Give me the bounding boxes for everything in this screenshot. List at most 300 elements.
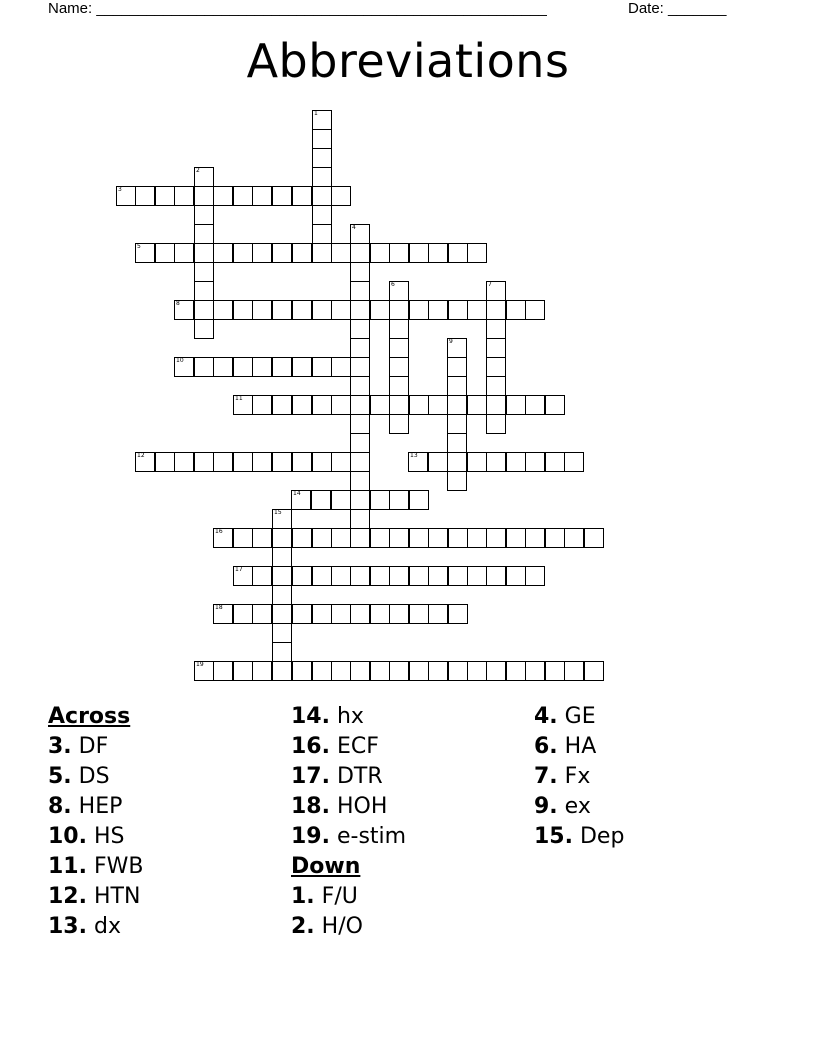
clue-item bbox=[48, 912, 143, 942]
crossword-cell[interactable] bbox=[409, 661, 429, 681]
crossword-cell[interactable] bbox=[312, 129, 332, 149]
crossword-cell[interactable] bbox=[292, 661, 312, 681]
crossword-cell[interactable] bbox=[213, 452, 233, 472]
crossword-cell[interactable] bbox=[370, 566, 390, 586]
clue-item bbox=[291, 762, 406, 792]
crossword-cell[interactable] bbox=[545, 528, 565, 548]
crossword-cell[interactable] bbox=[428, 566, 448, 586]
crossword-cell[interactable] bbox=[311, 490, 331, 510]
clue-number: 11 bbox=[235, 395, 243, 402]
crossword-cell[interactable] bbox=[312, 528, 332, 548]
crossword-cell[interactable] bbox=[213, 661, 233, 681]
crossword-cell[interactable] bbox=[584, 528, 604, 548]
crossword-cell[interactable] bbox=[389, 490, 409, 510]
crossword-cell[interactable] bbox=[291, 490, 311, 510]
clue-item bbox=[534, 792, 624, 822]
clue-item bbox=[534, 822, 624, 852]
clue-text: HTN bbox=[86, 884, 141, 909]
clue-text: Fx bbox=[557, 764, 591, 789]
clue-item bbox=[291, 912, 406, 942]
crossword-cell[interactable] bbox=[312, 224, 332, 244]
crossword-cell[interactable] bbox=[486, 338, 506, 358]
clue-text: F/U bbox=[314, 884, 358, 909]
crossword-cell[interactable] bbox=[292, 528, 312, 548]
crossword-cell[interactable] bbox=[194, 262, 214, 282]
down-heading: Down bbox=[291, 854, 361, 879]
crossword-cell[interactable] bbox=[233, 300, 253, 320]
clue-text: Dep bbox=[572, 824, 625, 849]
crossword-cell[interactable] bbox=[486, 281, 506, 301]
crossword-cell[interactable] bbox=[312, 243, 332, 263]
crossword-cell[interactable] bbox=[350, 566, 370, 586]
clue-text: e-stim bbox=[329, 824, 407, 849]
crossword-cell[interactable] bbox=[331, 528, 351, 548]
crossword-cell[interactable] bbox=[331, 300, 351, 320]
crossword-cell[interactable] bbox=[370, 661, 390, 681]
across-heading: Across bbox=[48, 704, 131, 729]
crossword-cell[interactable] bbox=[213, 186, 233, 206]
down-clues-list bbox=[291, 882, 406, 942]
crossword-cell[interactable] bbox=[506, 395, 526, 415]
crossword-cell[interactable] bbox=[252, 604, 272, 624]
clue-number-label: 14. bbox=[291, 704, 330, 729]
crossword-cell[interactable] bbox=[292, 186, 312, 206]
crossword-cell[interactable] bbox=[135, 243, 155, 263]
crossword-cell[interactable] bbox=[447, 395, 467, 415]
crossword-cell[interactable] bbox=[272, 528, 292, 548]
crossword-cell[interactable] bbox=[292, 395, 312, 415]
crossword-cell[interactable] bbox=[486, 395, 506, 415]
crossword-cell[interactable] bbox=[448, 528, 468, 548]
crossword-cell[interactable] bbox=[252, 661, 272, 681]
clue-number: 17 bbox=[235, 566, 243, 573]
crossword-cell[interactable] bbox=[389, 528, 409, 548]
crossword-cell[interactable] bbox=[428, 604, 448, 624]
crossword-cell[interactable] bbox=[292, 300, 312, 320]
crossword-cell[interactable] bbox=[292, 452, 312, 472]
clue-number-label: 3. bbox=[48, 734, 72, 759]
crossword-cell[interactable] bbox=[370, 395, 390, 415]
crossword-cell[interactable] bbox=[233, 604, 253, 624]
clue-text: hx bbox=[329, 704, 364, 729]
crossword-cell[interactable] bbox=[272, 186, 292, 206]
crossword-cell[interactable] bbox=[467, 243, 487, 263]
crossword-cell[interactable] bbox=[389, 357, 409, 377]
crossword-cell[interactable] bbox=[194, 452, 214, 472]
crossword-cell[interactable] bbox=[252, 186, 272, 206]
crossword-cell[interactable] bbox=[252, 452, 272, 472]
crossword-cell[interactable] bbox=[350, 281, 370, 301]
crossword-cell[interactable] bbox=[174, 186, 194, 206]
clue-number-label: 12. bbox=[48, 884, 87, 909]
crossword-cell[interactable] bbox=[312, 148, 332, 168]
clue-text: GE bbox=[557, 704, 596, 729]
crossword-cell[interactable] bbox=[350, 509, 370, 529]
clue-number-label: 18. bbox=[291, 794, 330, 819]
crossword-cell[interactable] bbox=[272, 642, 292, 662]
clue-column-3 bbox=[534, 702, 624, 852]
crossword-cell[interactable] bbox=[389, 604, 409, 624]
crossword-cell[interactable] bbox=[292, 604, 312, 624]
crossword-cell[interactable] bbox=[252, 566, 272, 586]
crossword-cell[interactable] bbox=[467, 661, 487, 681]
crossword-cell[interactable] bbox=[331, 661, 351, 681]
crossword-cell[interactable] bbox=[447, 471, 467, 491]
crossword-cell[interactable] bbox=[486, 661, 506, 681]
crossword-cell[interactable] bbox=[409, 566, 429, 586]
crossword-cell[interactable] bbox=[409, 604, 429, 624]
crossword-cell[interactable] bbox=[194, 167, 214, 187]
clue-item bbox=[534, 702, 624, 732]
crossword-cell[interactable] bbox=[272, 243, 292, 263]
clue-item bbox=[291, 732, 406, 762]
crossword-cell[interactable] bbox=[525, 528, 545, 548]
crossword-cell[interactable] bbox=[312, 205, 332, 225]
crossword-cell[interactable] bbox=[233, 243, 253, 263]
crossword-cell[interactable] bbox=[564, 661, 584, 681]
crossword-cell[interactable] bbox=[272, 452, 292, 472]
crossword-cell[interactable] bbox=[350, 243, 370, 263]
down-clues-list-continued bbox=[534, 702, 624, 852]
crossword-cell[interactable] bbox=[312, 167, 332, 187]
crossword-cell[interactable] bbox=[447, 433, 467, 453]
crossword-cell[interactable] bbox=[312, 186, 332, 206]
crossword-cell[interactable] bbox=[272, 509, 292, 529]
crossword-cell[interactable] bbox=[428, 528, 448, 548]
clue-text: HA bbox=[557, 734, 597, 759]
clue-column-2 bbox=[291, 702, 406, 942]
crossword-cell[interactable] bbox=[389, 300, 409, 320]
crossword-cell[interactable] bbox=[292, 243, 312, 263]
crossword-cell[interactable] bbox=[331, 490, 351, 510]
crossword-cell[interactable] bbox=[448, 243, 468, 263]
crossword-cell[interactable] bbox=[272, 623, 292, 643]
crossword-cell[interactable] bbox=[448, 604, 468, 624]
clue-column-1 bbox=[48, 702, 143, 942]
crossword-cell[interactable] bbox=[350, 433, 370, 453]
crossword-cell[interactable] bbox=[525, 300, 545, 320]
clue-item bbox=[291, 882, 406, 912]
crossword-cell[interactable] bbox=[194, 300, 214, 320]
crossword-cell[interactable] bbox=[194, 661, 214, 681]
clue-number-label: 5. bbox=[48, 764, 72, 789]
clue-number: 6 bbox=[391, 281, 395, 288]
crossword-cell[interactable] bbox=[506, 566, 526, 586]
crossword-cell[interactable] bbox=[428, 300, 448, 320]
crossword-cell[interactable] bbox=[506, 661, 526, 681]
crossword-cell[interactable] bbox=[155, 243, 175, 263]
crossword-cell[interactable] bbox=[350, 452, 370, 472]
crossword-cell[interactable] bbox=[194, 319, 214, 339]
crossword-cell[interactable] bbox=[486, 357, 506, 377]
crossword-cell[interactable] bbox=[486, 452, 506, 472]
crossword-cell[interactable] bbox=[545, 661, 565, 681]
clue-number: 18 bbox=[215, 604, 223, 611]
crossword-cell[interactable] bbox=[370, 300, 390, 320]
crossword-cell[interactable] bbox=[312, 566, 332, 586]
crossword-cell[interactable] bbox=[252, 243, 272, 263]
clue-number: 12 bbox=[137, 452, 145, 459]
crossword-cell[interactable] bbox=[272, 300, 292, 320]
clue-number-label: 11. bbox=[48, 854, 87, 879]
crossword-cell[interactable] bbox=[525, 661, 545, 681]
crossword-cell[interactable] bbox=[155, 452, 175, 472]
clue-text: ex bbox=[557, 794, 591, 819]
crossword-cell[interactable] bbox=[467, 395, 487, 415]
crossword-cell[interactable] bbox=[486, 528, 506, 548]
crossword-cell[interactable] bbox=[389, 376, 409, 396]
crossword-cell[interactable] bbox=[448, 661, 468, 681]
crossword-cell[interactable] bbox=[135, 452, 155, 472]
crossword-cell[interactable] bbox=[370, 604, 390, 624]
crossword-cell[interactable] bbox=[213, 528, 233, 548]
crossword-cell[interactable] bbox=[174, 243, 194, 263]
clue-item bbox=[48, 882, 143, 912]
clue-text: H/O bbox=[314, 914, 363, 939]
clue-item bbox=[534, 732, 624, 762]
clue-text: DF bbox=[71, 734, 109, 759]
crossword-cell[interactable] bbox=[428, 452, 448, 472]
crossword-cell[interactable] bbox=[350, 319, 370, 339]
crossword-cell[interactable] bbox=[312, 604, 332, 624]
crossword-cell[interactable] bbox=[331, 452, 351, 472]
crossword-cell[interactable] bbox=[447, 452, 467, 472]
crossword-cell[interactable] bbox=[331, 395, 351, 415]
crossword-cell[interactable] bbox=[350, 262, 370, 282]
clue-item bbox=[48, 792, 143, 822]
crossword-cell[interactable] bbox=[370, 528, 390, 548]
clue-number: 10 bbox=[176, 357, 184, 364]
clue-number: 4 bbox=[352, 224, 356, 231]
crossword-cell[interactable] bbox=[506, 300, 526, 320]
clue-number: 19 bbox=[196, 661, 204, 668]
crossword-cell[interactable] bbox=[370, 243, 390, 263]
crossword-cell[interactable] bbox=[233, 528, 253, 548]
clue-number-label: 2. bbox=[291, 914, 315, 939]
crossword-cell[interactable] bbox=[174, 452, 194, 472]
crossword-cell[interactable] bbox=[409, 528, 429, 548]
crossword-cell[interactable] bbox=[194, 224, 214, 244]
clue-text: dx bbox=[86, 914, 121, 939]
crossword-cell[interactable] bbox=[389, 243, 409, 263]
name-label: Name: ______________________________________________________ bbox=[48, 0, 547, 17]
clue-item bbox=[48, 852, 143, 882]
crossword-cell[interactable] bbox=[292, 357, 312, 377]
crossword-cell[interactable] bbox=[409, 490, 429, 510]
crossword-cell[interactable] bbox=[213, 604, 233, 624]
clue-number-label: 16. bbox=[291, 734, 330, 759]
crossword-cell[interactable] bbox=[486, 300, 506, 320]
crossword-cell[interactable] bbox=[525, 566, 545, 586]
crossword-cell[interactable] bbox=[370, 490, 390, 510]
crossword-cell[interactable] bbox=[331, 566, 351, 586]
crossword-cell[interactable] bbox=[350, 604, 370, 624]
crossword-cell[interactable] bbox=[213, 243, 233, 263]
crossword-cell[interactable] bbox=[506, 452, 526, 472]
crossword-cell[interactable] bbox=[213, 357, 233, 377]
crossword-cell[interactable] bbox=[467, 300, 487, 320]
clue-number-label: 15. bbox=[534, 824, 573, 849]
crossword-cell[interactable] bbox=[409, 243, 429, 263]
clue-number: 13 bbox=[410, 452, 418, 459]
clue-number: 2 bbox=[196, 167, 200, 174]
clue-number-label: 9. bbox=[534, 794, 558, 819]
crossword-cell[interactable] bbox=[312, 110, 332, 130]
crossword-cell[interactable] bbox=[428, 243, 448, 263]
crossword-cell[interactable] bbox=[272, 547, 292, 567]
clue-number-label: 7. bbox=[534, 764, 558, 789]
crossword-cell[interactable] bbox=[467, 452, 487, 472]
crossword-cell[interactable] bbox=[331, 243, 351, 263]
crossword-cell[interactable] bbox=[116, 186, 136, 206]
crossword-cell[interactable] bbox=[272, 604, 292, 624]
crossword-cell[interactable] bbox=[350, 490, 370, 510]
crossword-cell[interactable] bbox=[350, 661, 370, 681]
crossword-cell[interactable] bbox=[525, 395, 545, 415]
clue-item bbox=[48, 822, 143, 852]
crossword-cell[interactable] bbox=[233, 566, 253, 586]
crossword-cell[interactable] bbox=[506, 528, 526, 548]
clue-text: HS bbox=[86, 824, 125, 849]
clue-text: HOH bbox=[329, 794, 388, 819]
crossword-cell[interactable] bbox=[174, 357, 194, 377]
crossword-cell[interactable] bbox=[312, 300, 332, 320]
crossword-cell[interactable] bbox=[350, 376, 370, 396]
crossword-cell[interactable] bbox=[350, 357, 370, 377]
crossword-cell[interactable] bbox=[252, 357, 272, 377]
crossword-cell[interactable] bbox=[331, 604, 351, 624]
crossword-cell[interactable] bbox=[389, 319, 409, 339]
crossword-cell[interactable] bbox=[389, 395, 409, 415]
crossword-cell[interactable] bbox=[233, 452, 253, 472]
clue-number: 15 bbox=[274, 509, 282, 516]
clue-item bbox=[534, 762, 624, 792]
crossword-cell[interactable] bbox=[213, 300, 233, 320]
crossword-cell[interactable] bbox=[292, 566, 312, 586]
clue-number: 9 bbox=[449, 338, 453, 345]
crossword-cell[interactable] bbox=[312, 395, 332, 415]
crossword-cell[interactable] bbox=[409, 300, 429, 320]
crossword-cell[interactable] bbox=[252, 300, 272, 320]
crossword-cell[interactable] bbox=[389, 661, 409, 681]
clue-number-label: 8. bbox=[48, 794, 72, 819]
crossword-cell[interactable] bbox=[194, 243, 214, 263]
clue-number-label: 1. bbox=[291, 884, 315, 909]
crossword-cell[interactable] bbox=[447, 376, 467, 396]
crossword-cell[interactable] bbox=[233, 357, 253, 377]
crossword-cell[interactable] bbox=[389, 414, 409, 434]
date-label: Date: _______ bbox=[628, 0, 727, 17]
clue-text: DTR bbox=[329, 764, 383, 789]
crossword-cell[interactable] bbox=[447, 414, 467, 434]
clue-number: 3 bbox=[118, 186, 122, 193]
crossword-cell[interactable] bbox=[350, 224, 370, 244]
clue-number: 5 bbox=[137, 243, 141, 250]
crossword-cell[interactable] bbox=[272, 585, 292, 605]
crossword-cell[interactable] bbox=[194, 205, 214, 225]
crossword-cell[interactable] bbox=[564, 528, 584, 548]
clue-number: 7 bbox=[488, 281, 492, 288]
crossword-cell[interactable] bbox=[486, 566, 506, 586]
crossword-cell[interactable] bbox=[545, 395, 565, 415]
crossword-cell[interactable] bbox=[155, 186, 175, 206]
crossword-cell[interactable] bbox=[194, 186, 214, 206]
crossword-cell[interactable] bbox=[331, 357, 351, 377]
crossword-cell[interactable] bbox=[564, 452, 584, 472]
crossword-cell[interactable] bbox=[389, 281, 409, 301]
clue-item bbox=[291, 822, 406, 852]
crossword-cell[interactable] bbox=[350, 338, 370, 358]
crossword-cell[interactable] bbox=[272, 661, 292, 681]
clue-text: ECF bbox=[329, 734, 379, 759]
crossword-cell[interactable] bbox=[350, 528, 370, 548]
clue-number: 16 bbox=[215, 528, 223, 535]
crossword-cell[interactable] bbox=[194, 281, 214, 301]
clue-item bbox=[291, 702, 406, 732]
crossword-cell[interactable] bbox=[389, 566, 409, 586]
crossword-cell[interactable] bbox=[525, 452, 545, 472]
crossword-cell[interactable] bbox=[174, 300, 194, 320]
crossword-cell[interactable] bbox=[312, 452, 332, 472]
crossword-cell[interactable] bbox=[467, 528, 487, 548]
crossword-cell[interactable] bbox=[312, 661, 332, 681]
crossword-cell[interactable] bbox=[331, 186, 351, 206]
crossword-cell[interactable] bbox=[272, 395, 292, 415]
crossword-cell[interactable] bbox=[252, 528, 272, 548]
crossword-cell[interactable] bbox=[350, 414, 370, 434]
clue-item bbox=[48, 732, 143, 762]
crossword-cell[interactable] bbox=[233, 661, 253, 681]
clue-number-label: 17. bbox=[291, 764, 330, 789]
across-clues-list bbox=[48, 732, 143, 942]
clue-number: 1 bbox=[314, 110, 318, 117]
crossword-cell[interactable] bbox=[486, 319, 506, 339]
clue-text: HEP bbox=[71, 794, 123, 819]
clue-item bbox=[48, 762, 143, 792]
crossword-cell[interactable] bbox=[447, 357, 467, 377]
crossword-cell[interactable] bbox=[252, 395, 272, 415]
crossword-cell[interactable] bbox=[409, 395, 429, 415]
crossword-cell[interactable] bbox=[312, 357, 332, 377]
crossword-cell[interactable] bbox=[448, 566, 468, 586]
crossword-cell[interactable] bbox=[486, 414, 506, 434]
crossword-cell[interactable] bbox=[389, 338, 409, 358]
crossword-cell[interactable] bbox=[486, 376, 506, 396]
crossword-cell[interactable] bbox=[447, 338, 467, 358]
crossword-cell[interactable] bbox=[408, 452, 428, 472]
clue-number: 14 bbox=[293, 490, 301, 497]
crossword-cell[interactable] bbox=[584, 661, 604, 681]
crossword-cell[interactable] bbox=[467, 566, 487, 586]
clue-number-label: 6. bbox=[534, 734, 558, 759]
crossword-cell[interactable] bbox=[350, 395, 370, 415]
crossword-cell[interactable] bbox=[233, 186, 253, 206]
crossword-cell[interactable] bbox=[428, 661, 448, 681]
crossword-cell[interactable] bbox=[448, 300, 468, 320]
crossword-cell[interactable] bbox=[233, 395, 253, 415]
crossword-cell[interactable] bbox=[350, 300, 370, 320]
crossword-cell[interactable] bbox=[135, 186, 155, 206]
crossword-cell[interactable] bbox=[428, 395, 448, 415]
crossword-cell[interactable] bbox=[545, 452, 565, 472]
clue-item bbox=[291, 792, 406, 822]
clue-text: FWB bbox=[86, 854, 144, 879]
crossword-cell[interactable] bbox=[194, 357, 214, 377]
crossword-cell[interactable] bbox=[350, 471, 370, 491]
crossword-cell[interactable] bbox=[272, 566, 292, 586]
crossword-cell[interactable] bbox=[272, 357, 292, 377]
clue-number-label: 19. bbox=[291, 824, 330, 849]
